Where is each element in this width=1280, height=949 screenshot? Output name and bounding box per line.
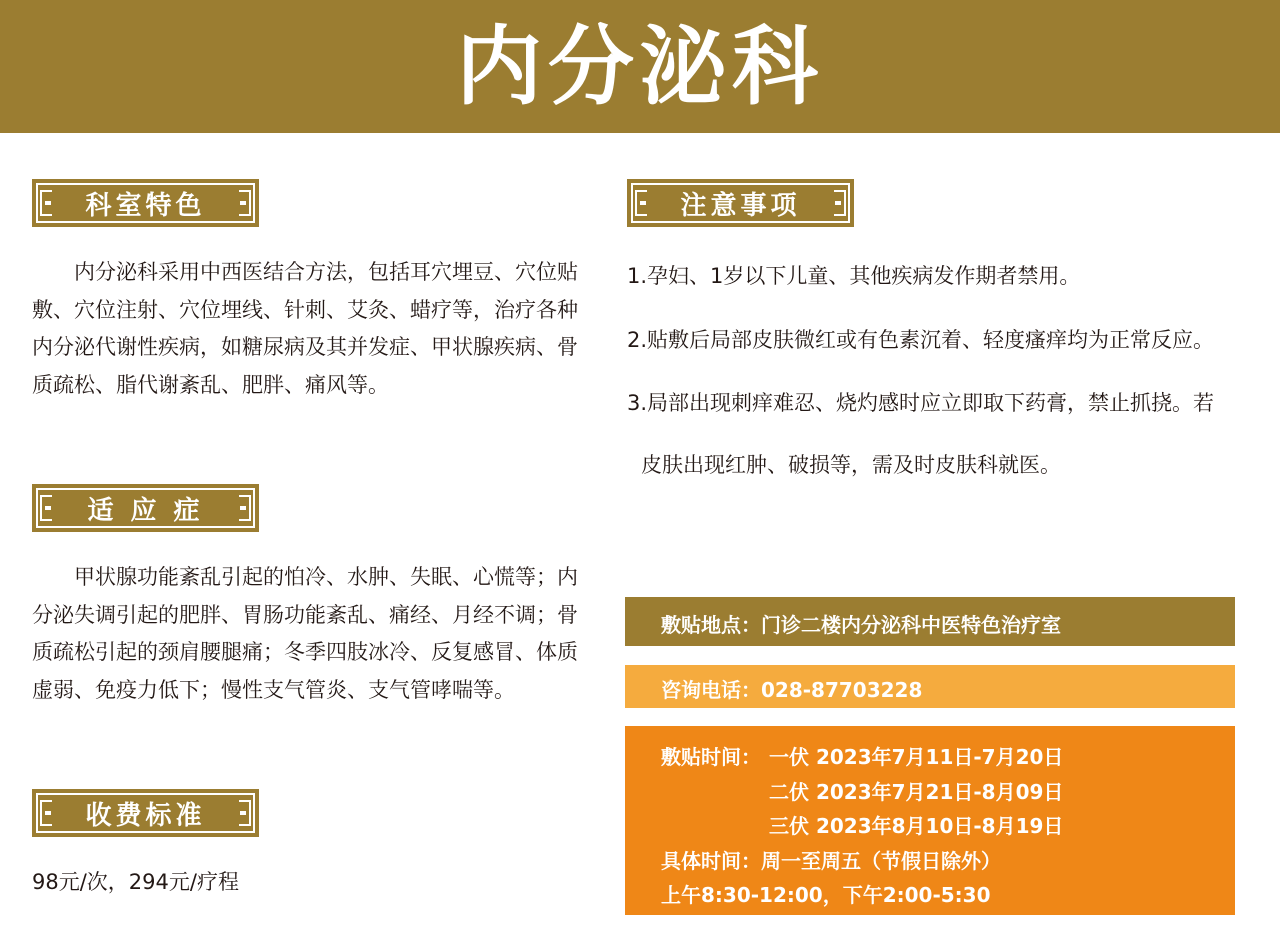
note-item: 皮肤出现红肿、破损等，需及时皮肤科就医。 bbox=[641, 453, 1061, 477]
schedule-dates: 2023年8月10日-8月19日 bbox=[815, 814, 1064, 838]
section-heading: 注意事项 bbox=[680, 190, 801, 221]
schedule-hours: 上午8:30-12:00，下午2:00-5:30 bbox=[661, 883, 991, 907]
section-tag-indications bbox=[32, 484, 259, 532]
fees-text: 98元/次，294元/疗程 bbox=[32, 870, 239, 894]
corner-ornament-icon bbox=[233, 800, 251, 826]
schedule-period: 二伏 bbox=[769, 779, 809, 804]
phone-bar bbox=[625, 665, 1235, 708]
corner-ornament-icon bbox=[828, 190, 846, 216]
features-text: 内分泌科采用中西医结合方法，包括耳穴埋豆、穴位贴敷、穴位注射、穴位埋线、针刺、艾灸、蜡疗等，治疗各种内分泌代谢性疾病，如糖尿病及其并发症、甲状腺疾病、骨质疏松、脂代谢紊乱、肥胖、痛风等。 bbox=[32, 260, 578, 397]
corner-ornament-icon bbox=[635, 190, 653, 216]
schedule-days: 具体时间：周一至周五（节假日除外） bbox=[661, 848, 1001, 873]
note-item: 3.局部出现刺痒难忍、烧灼感时应立即取下药膏，禁止抓挠。若 bbox=[627, 391, 1215, 415]
schedule-label: 敷贴时间： bbox=[661, 745, 761, 769]
schedule-row bbox=[661, 740, 1235, 775]
schedule-box bbox=[625, 726, 1235, 915]
section-heading: 科室特色 bbox=[85, 190, 206, 221]
schedule-period: 三伏 bbox=[769, 814, 809, 838]
schedule-period: 一伏 bbox=[769, 745, 809, 769]
location-bar bbox=[625, 597, 1235, 646]
location-text: 敷贴地点：门诊二楼内分泌科中医特色治疗室 bbox=[661, 613, 1061, 637]
page-title: 内分泌科 bbox=[456, 16, 824, 117]
section-tag-features bbox=[32, 179, 259, 227]
schedule-dates: 2023年7月21日-8月09日 bbox=[815, 779, 1064, 804]
schedule-dates: 2023年7月11日-7月20日 bbox=[815, 745, 1064, 769]
schedule-row bbox=[661, 809, 1235, 844]
corner-ornament-icon bbox=[233, 495, 251, 521]
section-heading: 收费标准 bbox=[85, 800, 206, 831]
corner-ornament-icon bbox=[40, 190, 58, 216]
schedule-row bbox=[661, 775, 1235, 810]
indications-text: 甲状腺功能紊乱引起的怕冷、水肿、失眠、心慌等；内分泌失调引起的肥胖、胃肠功能紊乱、痛经、月经不调；骨质疏松引起的颈肩腰腿痛；冬季四肢冰冷、反复感冒、体质虚弱、免疫力低下；慢性支气管炎、支气管哮喘等。 bbox=[32, 565, 578, 702]
corner-ornament-icon bbox=[233, 190, 251, 216]
note-item: 1.孕妇、1岁以下儿童、其他疾病发作期者禁用。 bbox=[627, 264, 1081, 288]
section-heading: 适 应 症 bbox=[87, 495, 204, 526]
section-tag-fees bbox=[32, 789, 259, 837]
note-item: 2.贴敷后局部皮肤微红或有色素沉着、轻度瘙痒均为正常反应。 bbox=[627, 328, 1215, 352]
corner-ornament-icon bbox=[40, 800, 58, 826]
page-header bbox=[0, 0, 1280, 133]
phone-text: 咨询电话：028-87703228 bbox=[661, 678, 923, 702]
corner-ornament-icon bbox=[40, 495, 58, 521]
section-tag-notes bbox=[627, 179, 854, 227]
